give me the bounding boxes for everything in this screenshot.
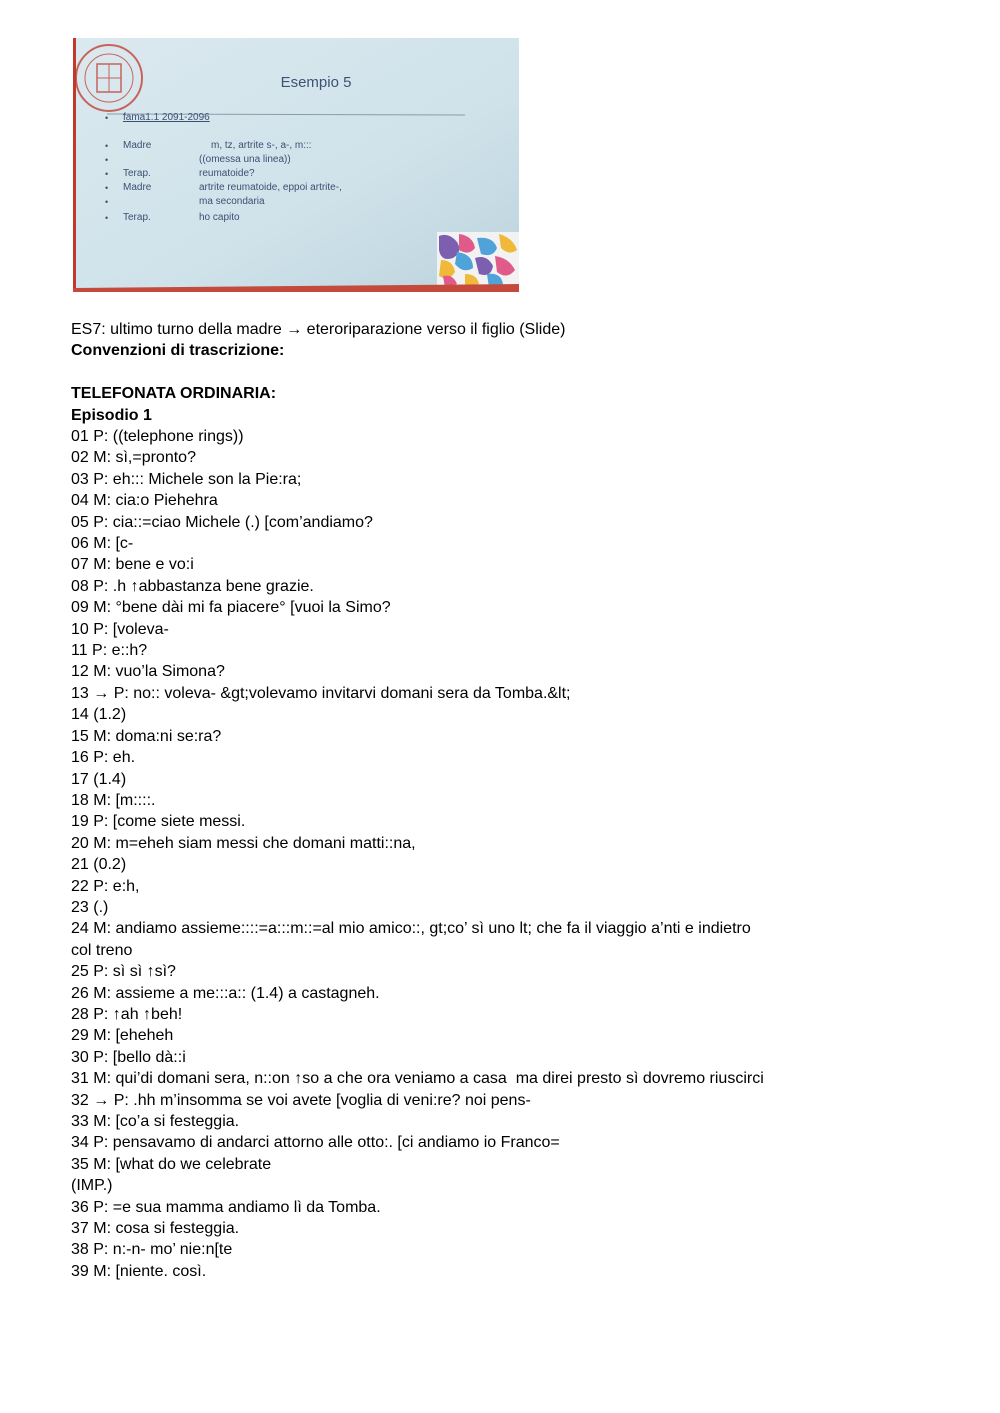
slide-speaker: Madre bbox=[123, 140, 152, 151]
slide-bullet: • bbox=[105, 155, 109, 165]
transcript-line: 10 P: [voleva- bbox=[71, 620, 169, 638]
slide-reference-link: fama1.1 2091-2096 bbox=[123, 112, 210, 123]
transcript-line: 31 M: qui’di domani sera, n::on ↑so a che ora veniamo a casa ma direi presto sì dovremo riuscirci bbox=[71, 1070, 764, 1088]
slide-utterance: reumatoide? bbox=[199, 168, 255, 179]
heading-line: Convenzioni di trascrizione: bbox=[71, 342, 285, 360]
slide-speaker: Terap. bbox=[123, 212, 151, 223]
transcript-line: 33 M: [co’a si festeggia. bbox=[71, 1113, 240, 1131]
transcript-line: 11 P: e::h? bbox=[71, 642, 148, 660]
slide-title: Esempio 5 bbox=[280, 74, 352, 91]
transcript-line: 01 P: ((telephone rings)) bbox=[71, 428, 244, 446]
transcript-line: 24 M: andiamo assieme::::=a:::m::=al mio amico::, gt;co’ sì uno lt; che fa il viaggio a’nti e indietro bbox=[71, 920, 751, 938]
transcript-line: 39 M: [niente. così. bbox=[71, 1262, 207, 1280]
transcript-line: 13 → P: no:: voleva- &gt;volevamo invitarvi domani sera da Tomba.&lt; bbox=[71, 684, 571, 702]
slide-photo bbox=[73, 38, 519, 292]
transcript-line: 19 P: [come siete messi. bbox=[71, 813, 246, 831]
transcript-line: 04 M: cia:o Piehehra bbox=[71, 492, 218, 510]
slide-bullet: • bbox=[105, 213, 109, 223]
transcript-line: 21 (0.2) bbox=[71, 856, 127, 874]
transcript-line: 15 M: doma:ni se:ra? bbox=[71, 727, 222, 745]
decorative-pattern-icon bbox=[437, 232, 519, 288]
transcript-line: 22 P: e:h, bbox=[71, 877, 140, 895]
transcript-line: 38 P: n:-n- mo’ nie:n[te bbox=[71, 1241, 233, 1259]
slide-bullet: • bbox=[105, 113, 109, 123]
slide-speaker: Terap. bbox=[123, 168, 151, 179]
slide-utterance: ma secondaria bbox=[199, 196, 265, 207]
transcript-line: 02 M: sì,=pronto? bbox=[71, 449, 196, 467]
blank-line bbox=[71, 362, 931, 383]
slide-utterance: m, tz, artrite s-, a-, m::: bbox=[211, 140, 312, 151]
slide-bullet: • bbox=[105, 141, 109, 151]
transcript-line: 06 M: [c- bbox=[71, 535, 134, 553]
transcript-line: 23 (.) bbox=[71, 898, 109, 916]
transcript-line: 14 (1.2) bbox=[71, 706, 127, 724]
slide-bullet: • bbox=[105, 197, 109, 207]
transcript-line: 37 M: cosa si festeggia. bbox=[71, 1220, 240, 1238]
transcript-line: ES7: ultimo turno della madre → eteroriparazione verso il figlio (Slide) bbox=[71, 321, 566, 338]
transcript-document bbox=[71, 319, 931, 1282]
transcript-line: 29 M: [eheheh bbox=[71, 1027, 174, 1045]
transcript-line: (IMP.) bbox=[71, 1177, 113, 1195]
transcript-line: 12 M: vuo’la Simona? bbox=[71, 663, 225, 681]
heading-line: TELEFONATA ORDINARIA: bbox=[71, 385, 277, 403]
slide-bullet: • bbox=[105, 183, 109, 193]
transcript-line: 08 P: .h ↑abbastanza bene grazie. bbox=[71, 577, 314, 595]
transcript-line: 16 P: eh. bbox=[71, 749, 136, 767]
slide-utterance: artrite reumatoide, eppoi artrite-, bbox=[199, 182, 342, 193]
slide-speaker: Madre bbox=[123, 182, 152, 193]
transcript-line: 34 P: pensavamo di andarci attorno alle otto:. [ci andiamo io Franco= bbox=[71, 1134, 560, 1152]
transcript-line: 25 P: sì sì ↑sì? bbox=[71, 963, 176, 981]
transcript-line: 28 P: ↑ah ↑beh! bbox=[71, 1005, 183, 1023]
transcript-line: 35 M: [what do we celebrate bbox=[71, 1155, 272, 1173]
transcript-line: 32 → P: .hh m’insomma se voi avete [voglia di veni:re? noi pens- bbox=[71, 1091, 531, 1109]
slide-bullet: • bbox=[105, 169, 109, 179]
transcript-line: 26 M: assieme a me:::a:: (1.4) a castagneh. bbox=[71, 984, 380, 1002]
slide-utterance: ho capito bbox=[199, 212, 240, 223]
transcript-line: col treno bbox=[71, 941, 133, 959]
transcript-line: 09 M: °bene dài mi fa piacere° [vuoi la Simo? bbox=[71, 599, 391, 617]
transcript-line: 18 M: [m::::. bbox=[71, 791, 156, 809]
transcript-line: 03 P: eh::: Michele son la Pie:ra; bbox=[71, 470, 302, 488]
slide-utterance: ((omessa una linea)) bbox=[199, 154, 291, 165]
transcript-line: 30 P: [bello dà::i bbox=[71, 1048, 186, 1066]
transcript-line: 07 M: bene e vo:i bbox=[71, 556, 194, 574]
transcript-line: 20 M: m=eheh siam messi che domani matti::na, bbox=[71, 834, 416, 852]
transcript-line: 36 P: =e sua mamma andiamo lì da Tomba. bbox=[71, 1198, 381, 1216]
transcript-line: 17 (1.4) bbox=[71, 770, 127, 788]
transcript-line: 05 P: cia::=ciao Michele (.) [com’andiamo? bbox=[71, 513, 373, 531]
heading-line: Episodio 1 bbox=[71, 406, 152, 424]
